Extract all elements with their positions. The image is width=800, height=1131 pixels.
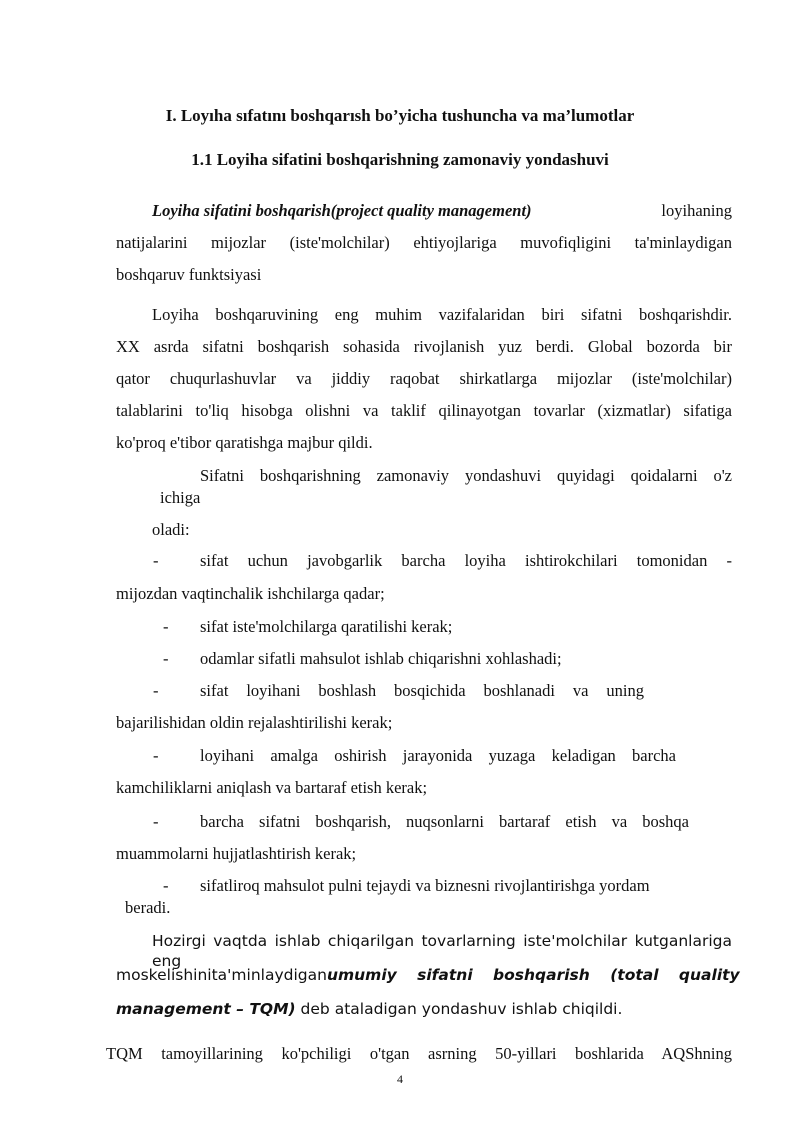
- paragraph-4-line-1: Hozirgi vaqtda ishlab chiqarilgan tovarlarning iste'molchilar kutganlariga eng: [152, 932, 732, 970]
- term-total-quality-management: umumiy sifatni boshqarish (total quality: [326, 966, 740, 984]
- bullet-dash: -: [153, 746, 159, 765]
- bullet-dash: -: [153, 681, 159, 700]
- paragraph-5-line-1: TQM tamoyillarining ko'pchiligi o'tgan asrning 50-yillari boshlarida AQShning: [106, 1044, 732, 1063]
- bullet-7-line-1: sifatliroq mahsulot pulni tejaydi va biznesni rivojlantirishga yordam: [200, 876, 650, 895]
- bullet-dash: -: [163, 649, 169, 668]
- word: kelishini: [148, 966, 212, 984]
- bullet-6-line-1: barcha sifatni boshqarish, nuqsonlarni bartaraf etish va boshqa: [200, 812, 689, 831]
- section-subtitle: 1.1 Loyiha sifatini boshqarishning zamonaviy yondashuvi: [191, 150, 609, 169]
- bullet-dash: -: [153, 551, 159, 570]
- bullet-4-line-1: sifat loyihani boshlash bosqichida boshlanadi va uning: [200, 681, 644, 700]
- bullet-2: sifat iste'molchilarga qaratilishi kerak;: [200, 617, 453, 636]
- bullet-6-line-2: muammolarni hujjatlashtirish kerak;: [116, 844, 357, 863]
- text: deb ataladigan yondashuv ishlab chiqildi.: [295, 1000, 623, 1018]
- bullet-4-line-2: bajarilishidan oldin rejalashtirilishi kerak;: [116, 713, 393, 732]
- paragraph-2-line-3: qator chuqurlashuvlar va jiddiy raqobat shirkatlarga mijozlar (iste'molchilar): [116, 369, 732, 388]
- paragraph-1-line-1: [152, 201, 732, 221]
- term-tqm: management – TQM): [116, 1000, 296, 1018]
- paragraph-2-line-2: XX asrda sifatni boshqarish sohasida rivojlanish yuz berdi. Global bozorda bir: [116, 337, 732, 356]
- paragraph-4-line-3: [116, 999, 622, 1019]
- paragraph-1-line-3: boshqaruv funktsiyasi: [116, 265, 262, 284]
- paragraph-2-line-4: talablarini to'liq hisobga olishni va taklif qilinayotgan tovarlar (xizmatlar) sifatiga: [116, 401, 732, 420]
- paragraph-1-line-2: natijalarini mijozlar (iste'molchilar) ehtiyojlariga muvofiqligini ta'minlaydigan: [116, 233, 732, 252]
- paragraph-3-line-3: oladi:: [152, 520, 190, 539]
- bullet-dash: -: [163, 617, 169, 636]
- paragraph-3-line-2: ichiga: [160, 488, 201, 507]
- page-number: 4: [397, 1072, 403, 1086]
- bullet-dash: -: [163, 876, 169, 895]
- word: ta'minlaydigan: [211, 966, 327, 984]
- paragraph-3-line-1: Sifatni boshqarishning zamonaviy yondashuvi quyidagi qoidalarni o'z: [200, 466, 732, 485]
- paragraph-2-line-5: ko'proq e'tibor qaratishga majbur qildi.: [116, 433, 373, 452]
- bullet-5-line-1: loyihani amalga oshirish jarayonida yuzaga keladigan barcha: [200, 746, 676, 765]
- page-title: I. Loyıha sıfatını boshqarısh bo’yicha tushuncha va ma’lumotlar: [165, 106, 635, 125]
- term-project-quality-management: Loyiha sifatini boshqarish(project quality management): [152, 201, 532, 220]
- word: mos: [116, 966, 149, 984]
- text: loyihaning: [661, 201, 732, 220]
- paragraph-2-line-1: Loyiha boshqaruvining eng muhim vazifalaridan biri sifatni boshqarishdir.: [152, 305, 732, 324]
- bullet-1-line-2: mijozdan vaqtinchalik ishchilarga qadar;: [116, 584, 385, 603]
- bullet-1-line-1: sifat uchun javobgarlik barcha loyiha ishtirokchilari tomonidan -: [200, 551, 732, 570]
- bullet-3: odamlar sifatli mahsulot ishlab chiqarishni xohlashadi;: [200, 649, 562, 668]
- bullet-dash: -: [153, 812, 159, 831]
- bullet-5-line-2: kamchiliklarni aniqlash va bartaraf etish kerak;: [116, 778, 428, 797]
- paragraph-4-line-2: [116, 965, 740, 985]
- bullet-7-line-2: beradi.: [125, 898, 171, 917]
